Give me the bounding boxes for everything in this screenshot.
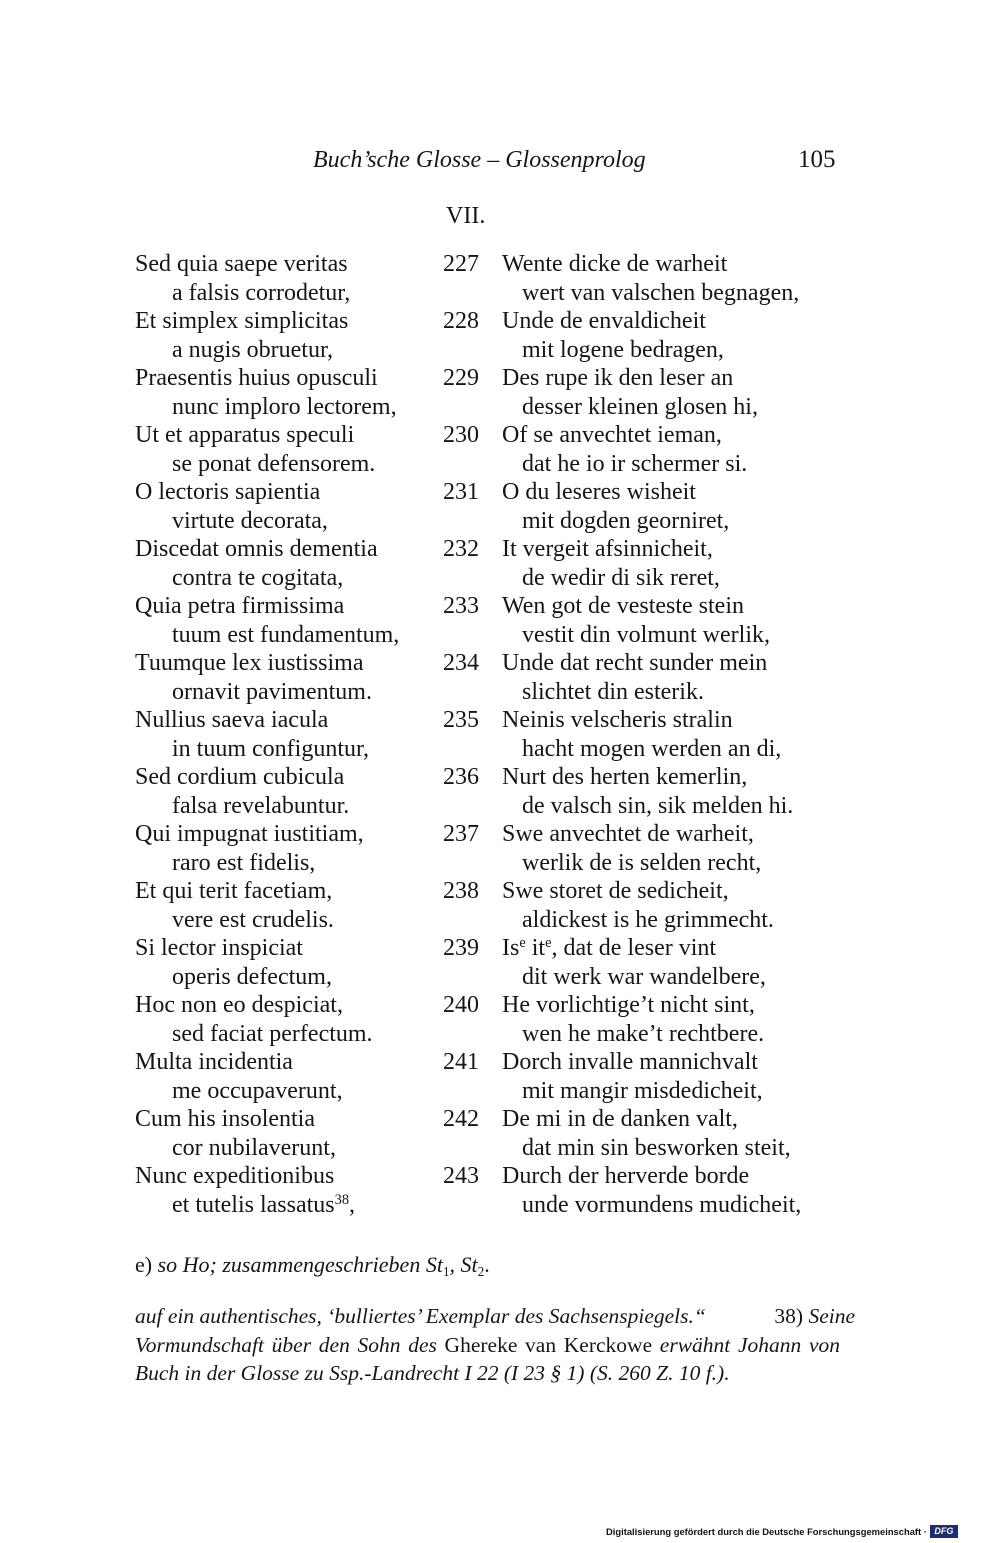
german-line: hacht mogen werden an di, bbox=[522, 735, 782, 762]
latin-line: falsa revelabuntur. bbox=[172, 792, 350, 819]
note-line bbox=[135, 1331, 840, 1360]
stanza bbox=[0, 478, 1000, 535]
italic-run: , St bbox=[449, 1252, 478, 1277]
german-line: vestit din volmunt werlik, bbox=[522, 621, 770, 648]
german-line: desser kleinen glosen hi, bbox=[522, 393, 758, 420]
footnote-text bbox=[158, 1252, 490, 1277]
stanza bbox=[0, 763, 1000, 820]
latin-line: Tuumque lex iustissima bbox=[135, 650, 364, 676]
verse-number: 241 bbox=[443, 1049, 479, 1075]
subscript: 2 bbox=[477, 1263, 485, 1279]
german-line: dat min sin besworken steit, bbox=[522, 1134, 791, 1161]
verse-row bbox=[0, 1105, 1000, 1134]
verse-number: 236 bbox=[443, 764, 479, 790]
latin-line: nunc imploro lectorem, bbox=[172, 393, 397, 420]
stanza bbox=[0, 1105, 1000, 1162]
german-line: Wente dicke de warheit bbox=[502, 251, 728, 277]
latin-line: Qui impugnat iustitiam, bbox=[135, 821, 364, 847]
verse-row bbox=[0, 535, 1000, 564]
italic-run: auf ein authentisches, ‘bulliertes’ Exemplar des Sachsenspiegels.“ bbox=[135, 1304, 706, 1328]
german-line: Nurt des herten kemerlin, bbox=[502, 764, 748, 790]
german-line: dat he io ir schermer si. bbox=[522, 450, 748, 477]
latin-line: Sed quia saepe veritas bbox=[135, 251, 348, 277]
verse-row bbox=[0, 1077, 1000, 1106]
verse-number: 235 bbox=[443, 707, 479, 733]
verse-number: 229 bbox=[443, 365, 479, 391]
verse-number: 234 bbox=[443, 650, 479, 676]
verse-row bbox=[0, 507, 1000, 536]
verse-number: 231 bbox=[443, 479, 479, 505]
italic-run: Seine bbox=[808, 1304, 855, 1328]
german-line: It vergeit afsinnicheit, bbox=[502, 536, 713, 562]
latin-line: Hoc non eo despiciat, bbox=[135, 992, 343, 1018]
digitization-credit bbox=[606, 1525, 958, 1538]
verse-row bbox=[0, 1162, 1000, 1191]
note-line-right bbox=[774, 1302, 855, 1331]
stanza bbox=[0, 535, 1000, 592]
verse-row bbox=[0, 478, 1000, 507]
verse-row bbox=[0, 763, 1000, 792]
verse-number: 230 bbox=[443, 422, 479, 448]
stanza bbox=[0, 307, 1000, 364]
german-line: mit mangir misdedicheit, bbox=[522, 1077, 763, 1104]
verse-row bbox=[0, 1048, 1000, 1077]
german-line: Is$^e$ $it^e$, dat de leser vint bbox=[502, 935, 717, 961]
latin-line: virtute decorata, bbox=[172, 507, 328, 534]
german-line: Swe anvechtet de warheit, bbox=[502, 821, 754, 847]
latin-line: cor nubilaverunt, bbox=[172, 1134, 336, 1161]
latin-line: se ponat defensorem. bbox=[172, 450, 376, 477]
footnote-marker: e) bbox=[135, 1252, 153, 1277]
latin-line: vere est crudelis. bbox=[172, 906, 334, 933]
stanza bbox=[0, 592, 1000, 649]
german-line: unde vormundens mudicheit, bbox=[522, 1191, 802, 1218]
german-line: mit dogden georniret, bbox=[522, 507, 730, 534]
german-line: de valsch sin, sik melden hi. bbox=[522, 792, 794, 819]
verse-row bbox=[0, 279, 1000, 308]
verse-number: 227 bbox=[443, 251, 479, 277]
subscript: 1 bbox=[442, 1263, 450, 1279]
italic-run: Vormundschaft über den Sohn des bbox=[135, 1332, 445, 1357]
german-line: Unde de envaldicheit bbox=[502, 308, 706, 334]
latin-line: sed faciat perfectum. bbox=[172, 1020, 373, 1047]
verse-row bbox=[0, 1191, 1000, 1220]
german-line: De mi in de danken valt, bbox=[502, 1106, 738, 1132]
running-title: Buch’sche Glosse – Glossenprolog bbox=[313, 147, 646, 173]
dfg-logo: DFG bbox=[930, 1525, 958, 1538]
italic-run: erwähnt Johann von bbox=[652, 1332, 840, 1357]
verse-row bbox=[0, 336, 1000, 365]
latin-line: Et qui terit facetiam, bbox=[135, 878, 333, 904]
superscript: e bbox=[519, 935, 526, 952]
stanza bbox=[0, 421, 1000, 478]
latin-line: Nunc expeditionibus bbox=[135, 1163, 335, 1189]
parallel-verse-text bbox=[0, 250, 1000, 1219]
stanza bbox=[0, 706, 1000, 763]
stanza bbox=[0, 820, 1000, 877]
verse-row bbox=[0, 735, 1000, 764]
verse-row bbox=[0, 1020, 1000, 1049]
latin-line: Sed cordium cubicula bbox=[135, 764, 345, 790]
stanza bbox=[0, 1048, 1000, 1105]
verse-number: 238 bbox=[443, 878, 479, 904]
credit-text: Digitalisierung gefördert durch die Deutsche Forschungsgemeinschaft · bbox=[606, 1526, 927, 1537]
german-line: Dorch invalle mannichvalt bbox=[502, 1049, 758, 1075]
verse-row bbox=[0, 250, 1000, 279]
german-line: Wen got de vesteste stein bbox=[502, 593, 745, 619]
latin-line: operis defectum, bbox=[172, 963, 332, 990]
commentary-notes bbox=[135, 1302, 855, 1388]
latin-line: Et simplex simplicitas bbox=[135, 308, 349, 334]
german-line: wen he make’t rechtbere. bbox=[522, 1020, 765, 1047]
verse-row bbox=[0, 621, 1000, 650]
verse-number: 239 bbox=[443, 935, 479, 961]
stanza bbox=[0, 877, 1000, 934]
verse-row bbox=[0, 592, 1000, 621]
german-line: aldickest is he grimmecht. bbox=[522, 906, 774, 933]
latin-line: Ut et apparatus speculi bbox=[135, 422, 355, 448]
latin-line: tuum est fundamentum, bbox=[172, 621, 400, 648]
latin-line: in tuum configuntur, bbox=[172, 735, 370, 762]
latin-line: Discedat omnis dementia bbox=[135, 536, 378, 562]
roman-run: 38) bbox=[774, 1304, 809, 1328]
latin-line: a nugis obruetur, bbox=[172, 336, 334, 363]
verse-number: 240 bbox=[443, 992, 479, 1018]
latin-line: a falsis corrodetur, bbox=[172, 279, 351, 306]
german-line: wert van valschen begnagen, bbox=[522, 279, 800, 306]
verse-number: 228 bbox=[443, 308, 479, 334]
german-line: Des rupe ik den leser an bbox=[502, 365, 734, 391]
verse-number: 242 bbox=[443, 1106, 479, 1132]
verse-row bbox=[0, 906, 1000, 935]
latin-line: O lectoris sapientia bbox=[135, 479, 321, 505]
verse-row bbox=[0, 820, 1000, 849]
verse-row bbox=[0, 877, 1000, 906]
verse-row bbox=[0, 706, 1000, 735]
german-line: He vorlichtige’t nicht sint, bbox=[502, 992, 755, 1018]
verse-row bbox=[0, 421, 1000, 450]
verse-row bbox=[0, 934, 1000, 963]
latin-line: me occupaverunt, bbox=[172, 1077, 343, 1104]
roman-run: . bbox=[484, 1252, 490, 1277]
german-line: dit werk war wandelbere, bbox=[522, 963, 766, 990]
verse-row bbox=[0, 678, 1000, 707]
roman-run: Ghereke van Kerckowe bbox=[444, 1332, 653, 1357]
italic-run: Buch in der Glosse zu Ssp.-Landrecht I 22 (I 23 § 1) (S. 260 Z. 10 f.). bbox=[135, 1361, 730, 1385]
german-line: Neinis velscheris stralin bbox=[502, 707, 733, 733]
latin-line: contra te cogitata, bbox=[172, 564, 344, 591]
italic-run: so Ho; zusammengeschrieben St bbox=[157, 1252, 443, 1277]
latin-line: ornavit pavimentum. bbox=[172, 678, 372, 705]
german-line: Durch der herverde borde bbox=[502, 1163, 750, 1189]
verse-row bbox=[0, 963, 1000, 992]
latin-line: Multa incidentia bbox=[135, 1049, 293, 1075]
textual-footnote bbox=[135, 1251, 490, 1279]
section-numeral: VII. bbox=[446, 203, 486, 229]
latin-line: Cum his insolentia bbox=[135, 1106, 315, 1132]
stanza bbox=[0, 649, 1000, 706]
verse-row bbox=[0, 450, 1000, 479]
stanza bbox=[0, 1162, 1000, 1219]
verse-row bbox=[0, 307, 1000, 336]
german-line: slichtet din esterik. bbox=[522, 678, 704, 705]
note-line bbox=[135, 1302, 855, 1331]
verse-number: 232 bbox=[443, 536, 479, 562]
verse-number: 237 bbox=[443, 821, 479, 847]
verse-number: 233 bbox=[443, 593, 479, 619]
note-line bbox=[135, 1359, 855, 1388]
latin-line: et tutelis lassatus$^{38}$, bbox=[172, 1191, 356, 1218]
stanza bbox=[0, 991, 1000, 1048]
latin-line: Praesentis huius opusculi bbox=[135, 365, 378, 391]
verse-row bbox=[0, 849, 1000, 878]
german-line: Unde dat recht sunder mein bbox=[502, 650, 768, 676]
page-number: 105 bbox=[798, 146, 836, 173]
superscript: e bbox=[545, 935, 552, 952]
german-line: Swe storet de sedicheit, bbox=[502, 878, 729, 904]
stanza bbox=[0, 364, 1000, 421]
verse-row bbox=[0, 991, 1000, 1020]
stanza bbox=[0, 934, 1000, 991]
superscript: 38 bbox=[334, 1191, 350, 1208]
verse-row bbox=[0, 564, 1000, 593]
latin-line: Si lector inspiciat bbox=[135, 935, 303, 961]
german-line: de wedir di sik reret, bbox=[522, 564, 720, 591]
verse-row bbox=[0, 1134, 1000, 1163]
latin-line: raro est fidelis, bbox=[172, 849, 316, 876]
latin-line: Nullius saeva iacula bbox=[135, 707, 329, 733]
latin-line: Quia petra firmissima bbox=[135, 593, 345, 619]
german-line: mit logene bedragen, bbox=[522, 336, 724, 363]
verse-number: 243 bbox=[443, 1163, 479, 1189]
note-line-left bbox=[135, 1302, 706, 1331]
german-line: O du leseres wisheit bbox=[502, 479, 696, 505]
stanza bbox=[0, 250, 1000, 307]
verse-row bbox=[0, 364, 1000, 393]
verse-row bbox=[0, 393, 1000, 422]
verse-row bbox=[0, 792, 1000, 821]
german-line: werlik de is selden recht, bbox=[522, 849, 762, 876]
german-line: Of se anvechtet ieman, bbox=[502, 422, 722, 448]
verse-row bbox=[0, 649, 1000, 678]
